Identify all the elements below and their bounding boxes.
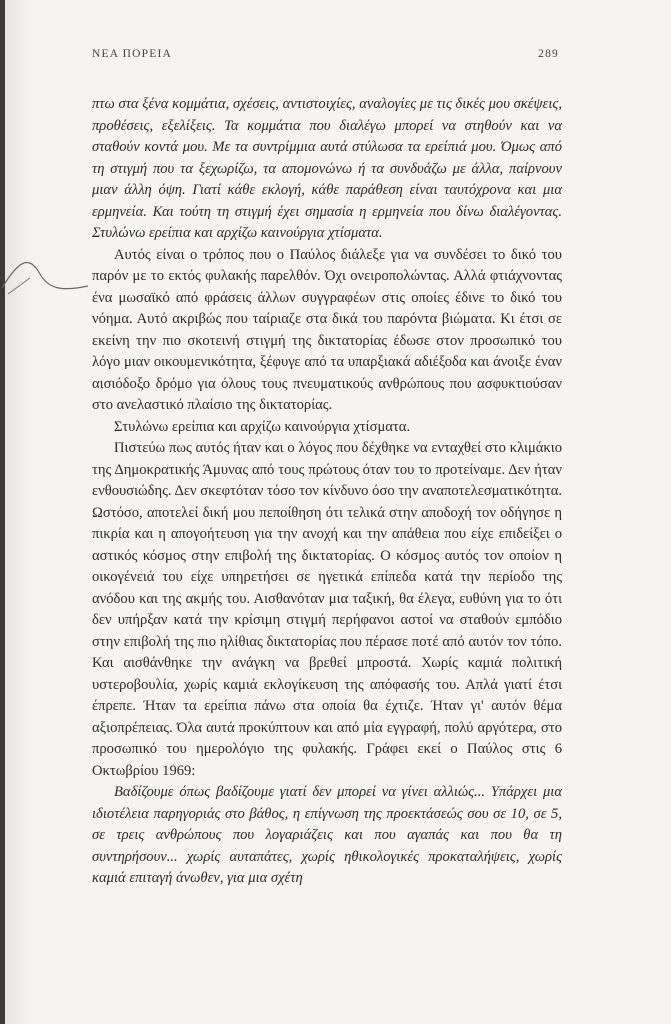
page-number: 289: [538, 48, 559, 60]
paragraph: Στυλώνω ερείπια και αρχίζω καινούργια χτίσματα.: [114, 418, 411, 435]
paragraph-italic-quote: πτω στα ξένα κομμάτια, σχέσεις, αντιστοιχίες, αναλογίες με τις δικές μου σκέψεις, προθέσεις, εξελίξεις. Τα κομμάτια που διαλέγω μπορεί να στηθούν και να σταθούν κοντά μου. Με τα συντρίμμια αυτά στύλωσα τα ερείπιά μου. Όμως από τη στιγμή που τα ξεχωρίζω, τα απομονώνω ή τα συνδυάζω με άλλα, παίρνουν μιαν άλλη όψη. Γιατί κάθε εκλογή, κάθε παράθεση είναι ταυτόχρονα και μια ερμηνεία. Και τούτη τη στιγμή έχει σημασία η ερμηνεία που δίνω διαλέγοντας. Στυλώνω ερείπια και αρχίζω καινούργια χτίσματα.: [92, 96, 562, 241]
book-spine-shadow: [0, 0, 5, 1024]
journal-title: ΝΕΑ ΠΟΡΕΙΑ: [92, 48, 173, 60]
paragraph: Αυτός είναι ο τρόπος που ο Παύλος διάλεξε για να συνδέσει το δικό του παρόν με το εκτός φυλακής παρελθόν. Όχι ονειροπολώντας. Αλλά φτιάχνοντας ένα μωσαϊκό από φράσεις άλλων συγγραφέων στις οποίες έδινε το δικό του νόημα. Αυτό ακριβώς που ταίριαζε στα δικά του παρόντα βιώματα. Κι έτσι σε εκείνη την πιο σκοτεινή στιγμή της δικτατορίας έδωσε στον προσωπικό του λόγο μιαν οικουμενικότητα, ξέφυγε από τα υπαρξιακά αδιέξοδα και άνοιξε έναν αισιόδοξο δρόμο για όλους τους πνευματικούς ανθρώπους που ασφυκτιούσαν στο ανελαστικό πλαίσιο της δικτατορίας.: [92, 246, 562, 413]
paragraph: Πιστεύω πως αυτός ήταν και ο λόγος που δέχθηκε να ενταχθεί στο κλιμάκιο της Δημοκρατικής Άμυνας από τους πρώτους όταν του το προτείναμε. Δεν ήταν ενθουσιώδης. Δεν σκεφτόταν τόσο τον κίνδυνο όσο την αναποτελεσματικότητα. Ωστόσο, αποτελεί δική μου πεποίθηση ότι τελικά στην αποδοχή τον οδήγησε η πικρία και η απογοήτευση για την ανοχή και την απάθεια που είχε επιδείξει ο αστικός κόσμος στην επιβολή της δικτατορίας. Ο κόσμος αυτός τον οποίον η οικογένειά του είχε υπηρετήσει σε ηγετικά επίπεδα κατά την περίοδο της ανόδου και της ακμής του. Αισθανόταν μια ταξική, θα έλεγα, ευθύνη για το ότι δεν υπήρξαν κατά την κρίσιμη στιγμή περήφανοι αστοί να σταθούν εμπόδιο στην επιβολή της πιο ηλίθιας δικτατορίας που πέρασε ποτέ από αυτόν τον τόπο. Και αισθάνθηκε την ανάγκη να βρεθεί μπροστά. Χωρίς καμιά πολιτική υστεροβουλία, χωρίς καμιά εκλογίκευση της απόφασής του. Απλά γιατί έτσι έπρεπε. Ήταν τα ερείπια πάνω στα οποία θα έχτιζε. Ήταν γι' αυτόν θέμα αξιοπρέπειας. Όλα αυτά προκύπτουν και από μία εγγραφή, πολύ αργότερα, στο προσωπικό του ημερολόγιο της φυλακής. Γράφει εκεί ο Παύλος στις 6 Οκτωβρίου 1969:: [92, 440, 562, 779]
paragraph-italic-quote: Βαδίζουμε όπως βαδίζουμε γιατί δεν μπορεί να γίνει αλλιώς... Υπάρχει μια ιδιοτέλεια παρηγοριάς στο βάθος, η επίγνωση της προεκτάσεώς σου σε 10, σε 5, σε τρεις ανθρώπους που λογαριάζεις και που αγαπάς και που θα τη συντηρήσουν... χωρίς αυταπάτες, χωρίς ηθικολογικές προκαταλήψεις, χωρίς καμιά επιταγή άνωθεν, για μια σχέτη: [92, 784, 562, 886]
running-header: [92, 48, 559, 60]
page-body: [92, 94, 562, 890]
pen-margin-mark: [0, 248, 90, 308]
